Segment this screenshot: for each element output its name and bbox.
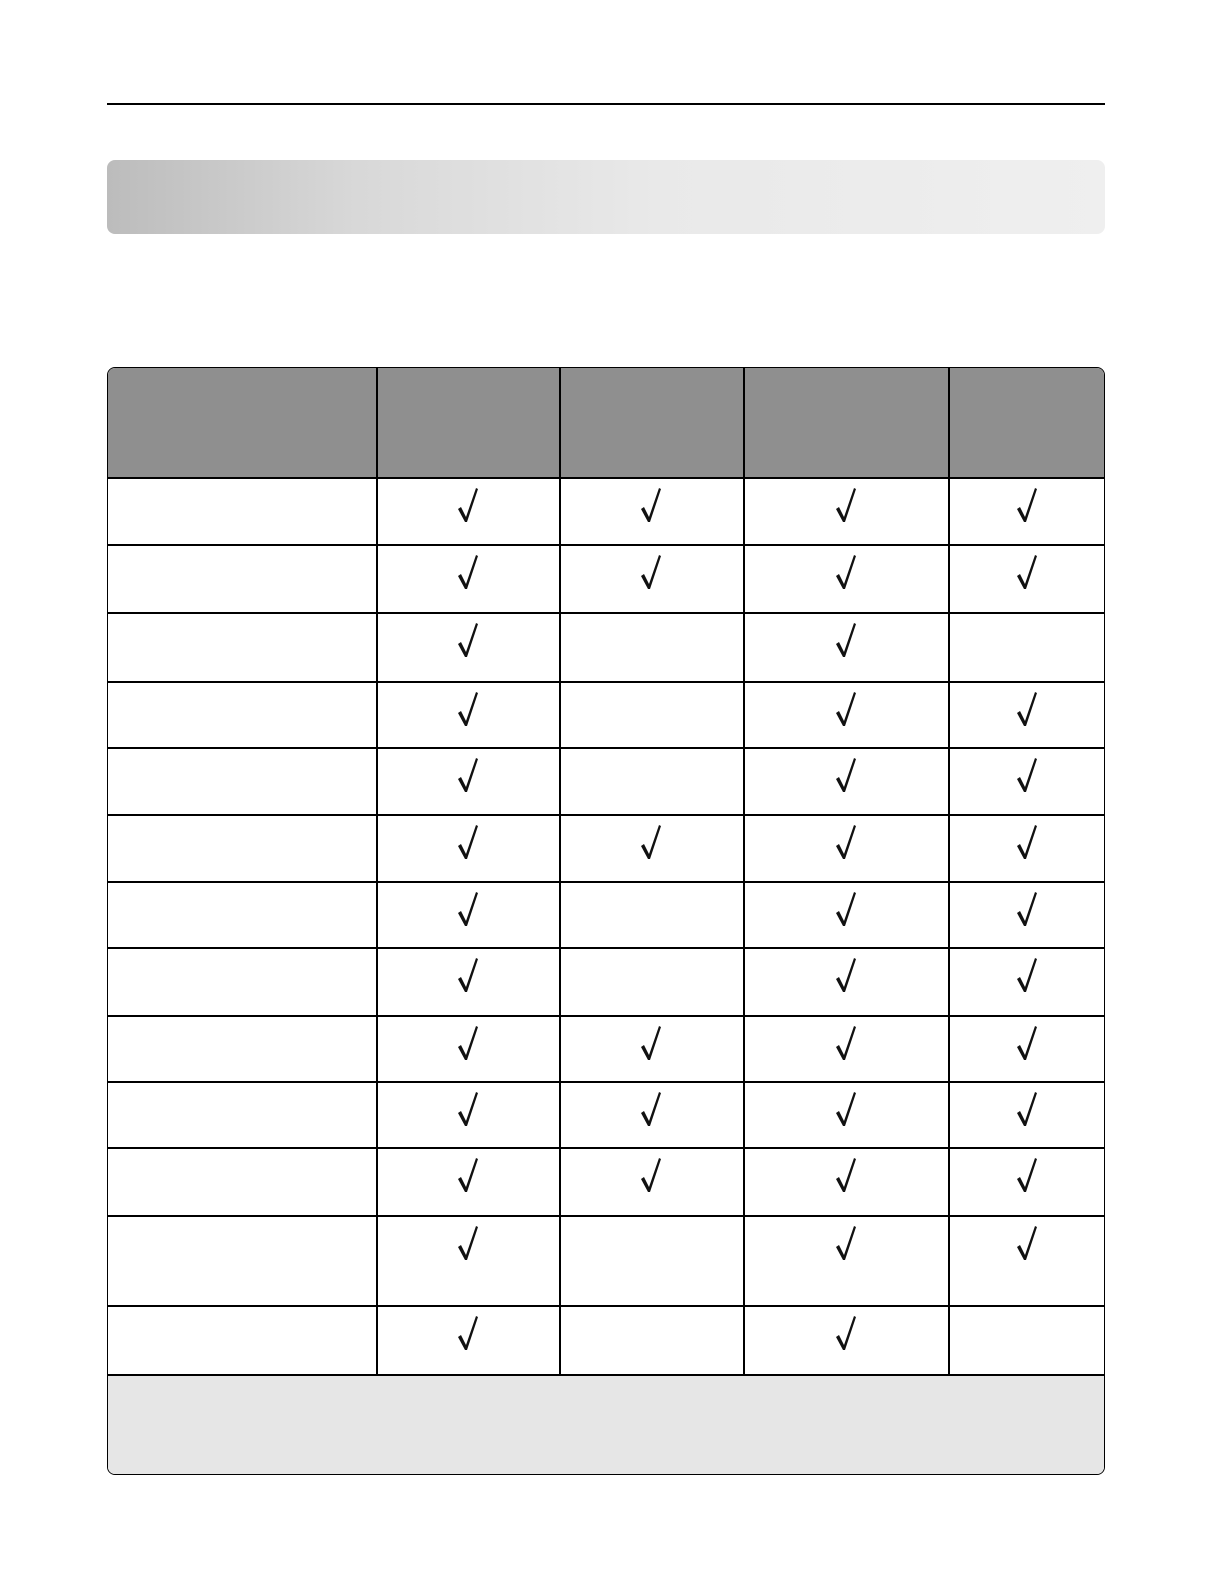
row-label bbox=[108, 544, 375, 612]
check-icon bbox=[835, 757, 857, 793]
table-cell bbox=[376, 881, 559, 947]
table-cell bbox=[948, 477, 1105, 544]
check-icon bbox=[640, 1025, 662, 1061]
header-cell-5 bbox=[950, 368, 1106, 477]
table-cell bbox=[376, 544, 559, 612]
check-icon bbox=[835, 957, 857, 993]
check-icon bbox=[1016, 1157, 1038, 1193]
header-divider bbox=[108, 477, 1104, 479]
table-cell bbox=[743, 477, 948, 544]
table-cell bbox=[948, 747, 1105, 814]
table-cell bbox=[376, 1015, 559, 1081]
check-icon bbox=[457, 554, 479, 590]
check-icon bbox=[1016, 891, 1038, 927]
check-icon bbox=[835, 1091, 857, 1127]
check-icon bbox=[457, 824, 479, 860]
table-cell bbox=[743, 1215, 948, 1305]
top-rule bbox=[107, 103, 1105, 105]
check-icon bbox=[835, 891, 857, 927]
check-icon bbox=[457, 1091, 479, 1127]
table-cell bbox=[743, 1015, 948, 1081]
row-divider bbox=[108, 1374, 1104, 1376]
row-label bbox=[108, 947, 375, 1015]
check-icon bbox=[457, 691, 479, 727]
check-icon bbox=[835, 1225, 857, 1261]
table-cell bbox=[559, 477, 743, 544]
table-cell bbox=[559, 1305, 743, 1374]
check-icon bbox=[457, 1225, 479, 1261]
header-cell-2 bbox=[378, 368, 560, 477]
check-icon bbox=[1016, 757, 1038, 793]
header-cell-3 bbox=[561, 368, 744, 477]
table-cell bbox=[559, 1081, 743, 1147]
table-cell bbox=[376, 1081, 559, 1147]
check-icon bbox=[457, 757, 479, 793]
check-icon bbox=[1016, 487, 1038, 523]
row-label bbox=[108, 1215, 375, 1305]
row-label bbox=[108, 814, 375, 881]
check-icon bbox=[1016, 1225, 1038, 1261]
check-icon bbox=[457, 1025, 479, 1061]
table-cell bbox=[743, 1305, 948, 1374]
row-label bbox=[108, 1147, 375, 1215]
column-divider bbox=[948, 368, 950, 1374]
header-cell-1 bbox=[108, 368, 376, 477]
table-cell bbox=[559, 544, 743, 612]
header-cell-4 bbox=[745, 368, 949, 477]
row-label bbox=[108, 1305, 375, 1374]
table-cell bbox=[948, 881, 1105, 947]
table-cell bbox=[559, 947, 743, 1015]
table-cell bbox=[376, 1147, 559, 1215]
table-cell bbox=[743, 1081, 948, 1147]
check-icon bbox=[1016, 957, 1038, 993]
row-label bbox=[108, 747, 375, 814]
table-cell bbox=[948, 1215, 1105, 1305]
table-cell bbox=[376, 477, 559, 544]
table-cell bbox=[559, 1215, 743, 1305]
table-cell bbox=[376, 1215, 559, 1305]
table-cell bbox=[376, 747, 559, 814]
check-icon bbox=[640, 1157, 662, 1193]
check-icon bbox=[835, 487, 857, 523]
column-divider bbox=[376, 368, 378, 1374]
table-cell bbox=[743, 544, 948, 612]
check-icon bbox=[640, 487, 662, 523]
table-cell bbox=[948, 1015, 1105, 1081]
check-icon bbox=[1016, 1091, 1038, 1127]
row-label bbox=[108, 681, 375, 747]
check-icon bbox=[1016, 824, 1038, 860]
check-icon bbox=[457, 891, 479, 927]
row-label bbox=[108, 1081, 375, 1147]
check-icon bbox=[1016, 1025, 1038, 1061]
check-icon bbox=[1016, 691, 1038, 727]
table-cell bbox=[743, 814, 948, 881]
table-cell bbox=[376, 947, 559, 1015]
table-cell bbox=[559, 612, 743, 681]
table-cell bbox=[948, 947, 1105, 1015]
table-cell bbox=[559, 747, 743, 814]
table-cell bbox=[743, 881, 948, 947]
table-cell bbox=[743, 612, 948, 681]
check-icon bbox=[457, 622, 479, 658]
table-cell bbox=[559, 1147, 743, 1215]
row-label bbox=[108, 477, 375, 544]
table-cell bbox=[948, 681, 1105, 747]
table-cell bbox=[948, 1147, 1105, 1215]
check-icon bbox=[1016, 554, 1038, 590]
table-cell bbox=[559, 814, 743, 881]
check-icon bbox=[835, 824, 857, 860]
check-icon bbox=[835, 554, 857, 590]
table-cell bbox=[948, 544, 1105, 612]
table-cell bbox=[743, 681, 948, 747]
row-label bbox=[108, 881, 375, 947]
section-title-band bbox=[107, 160, 1105, 234]
table-cell bbox=[948, 1081, 1105, 1147]
row-label bbox=[108, 612, 375, 681]
table-cell bbox=[948, 612, 1105, 681]
table-cell bbox=[376, 814, 559, 881]
check-icon bbox=[835, 622, 857, 658]
table-cell bbox=[743, 747, 948, 814]
table-cell bbox=[559, 881, 743, 947]
table-cell bbox=[559, 681, 743, 747]
table-cell bbox=[376, 681, 559, 747]
check-icon bbox=[640, 554, 662, 590]
table-cell bbox=[376, 1305, 559, 1374]
table-cell bbox=[743, 947, 948, 1015]
check-icon bbox=[457, 957, 479, 993]
check-icon bbox=[640, 1091, 662, 1127]
check-icon bbox=[835, 691, 857, 727]
check-icon bbox=[457, 1315, 479, 1351]
check-icon bbox=[835, 1315, 857, 1351]
column-divider bbox=[743, 368, 745, 1374]
check-icon bbox=[457, 1157, 479, 1193]
table-footnote bbox=[108, 1374, 1104, 1474]
table-cell bbox=[948, 1305, 1105, 1374]
check-icon bbox=[835, 1157, 857, 1193]
check-icon bbox=[835, 1025, 857, 1061]
column-divider bbox=[559, 368, 561, 1374]
support-table bbox=[107, 367, 1105, 1475]
check-icon bbox=[457, 487, 479, 523]
table-cell bbox=[743, 1147, 948, 1215]
check-icon bbox=[640, 824, 662, 860]
row-label bbox=[108, 1015, 375, 1081]
table-cell bbox=[559, 1015, 743, 1081]
table-cell bbox=[948, 814, 1105, 881]
table-cell bbox=[376, 612, 559, 681]
